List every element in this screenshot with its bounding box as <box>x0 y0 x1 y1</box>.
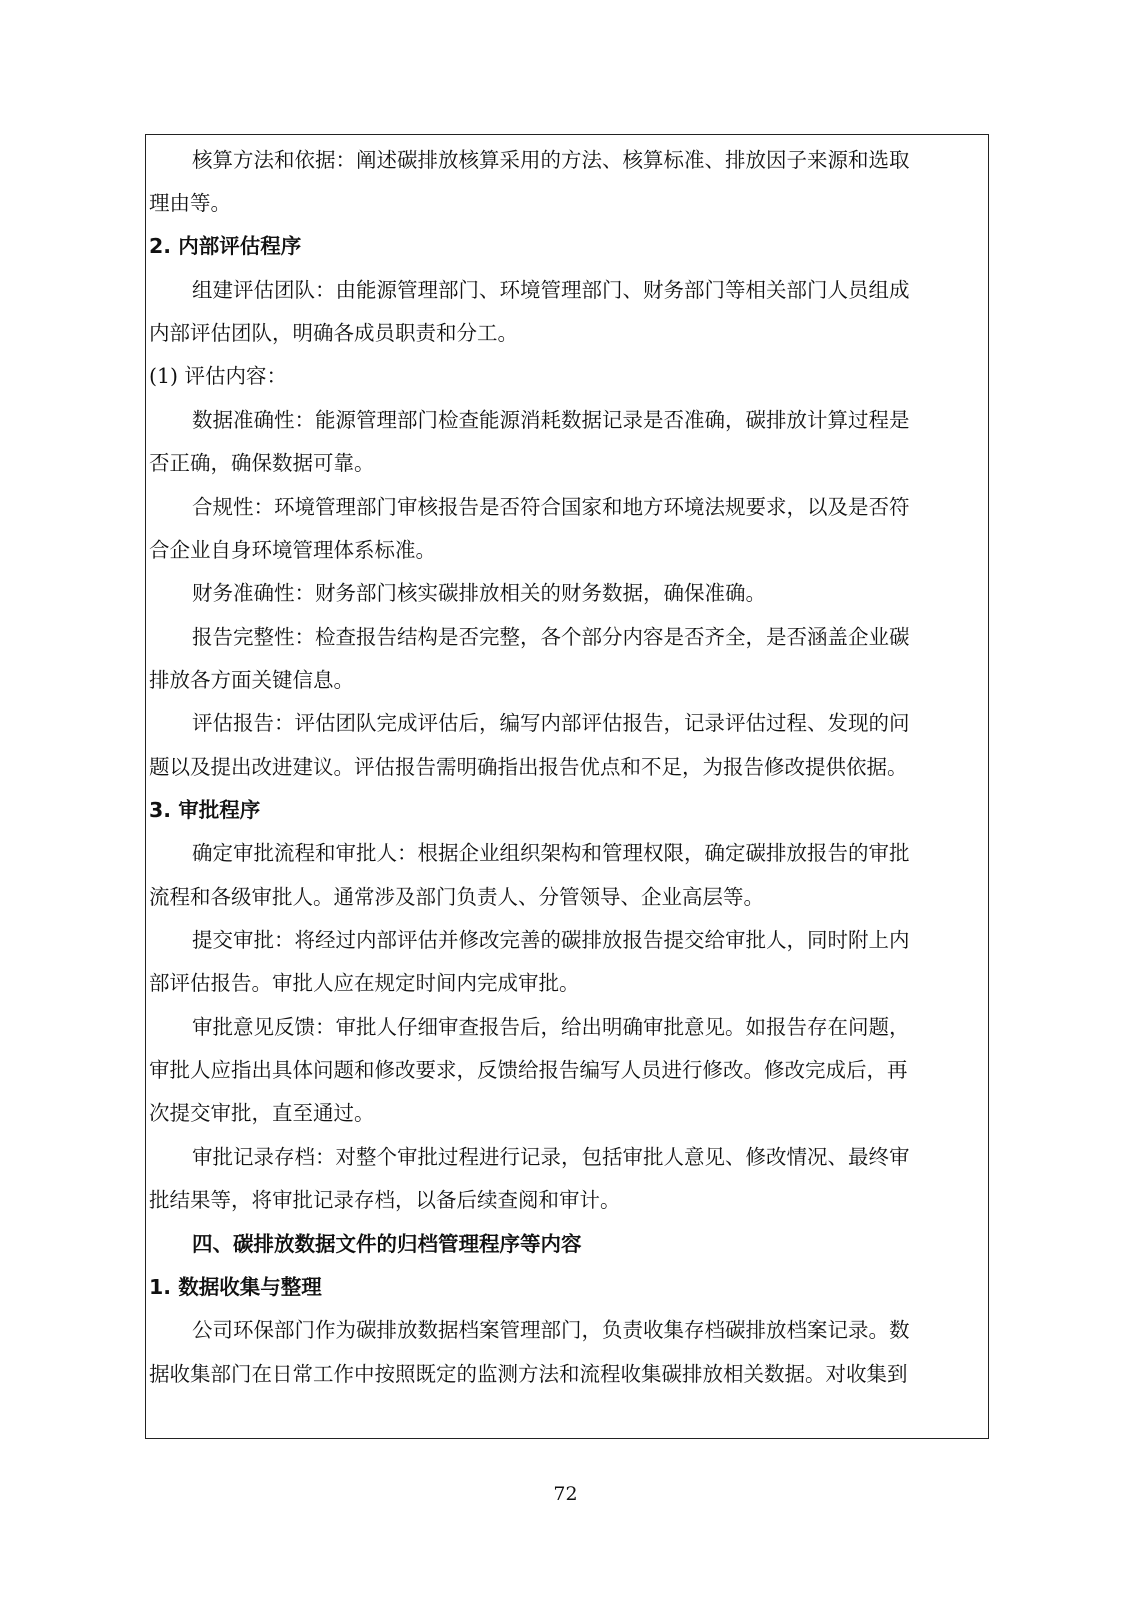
paragraph-line: 内部评估团队，明确各成员职责和分工。 <box>149 321 518 345</box>
paragraph-line: 报告完整性：检查报告结构是否完整，各个部分内容是否齐全，是否涵盖企业碳 <box>192 625 910 649</box>
paragraph-line: 合企业自身环境管理体系标准。 <box>149 538 436 562</box>
page-number: 72 <box>553 1483 578 1505</box>
paragraph-line: 流程和各级审批人。通常涉及部门负责人、分管领导、企业高层等。 <box>149 885 764 909</box>
paragraph-line: 审批意见反馈：审批人仔细审查报告后，给出明确审批意见。如报告存在问题， <box>192 1015 910 1039</box>
paragraph-line: 评估报告：评估团队完成评估后，编写内部评估报告，记录评估过程、发现的问 <box>192 711 910 735</box>
paragraph-line: 确定审批流程和审批人：根据企业组织架构和管理权限，确定碳排放报告的审批 <box>192 841 910 865</box>
paragraph-line: 否正确，确保数据可靠。 <box>149 451 375 475</box>
section-heading: 2. 内部评估程序 <box>149 234 302 258</box>
paragraph-line: 审批人应指出具体问题和修改要求，反馈给报告编写人员进行修改。修改完成后，再 <box>149 1058 908 1082</box>
section-heading: 3. 审批程序 <box>149 798 261 822</box>
paragraph-line: 理由等。 <box>149 191 231 215</box>
section-heading: 1. 数据收集与整理 <box>149 1275 322 1299</box>
paragraph-line: 部评估报告。审批人应在规定时间内完成审批。 <box>149 971 580 995</box>
chapter-heading: 四、碳排放数据文件的归档管理程序等内容 <box>192 1232 582 1256</box>
paragraph-line: 排放各方面关键信息。 <box>149 668 354 692</box>
paragraph-line: 公司环保部门作为碳排放数据档案管理部门，负责收集存档碳排放档案记录。数 <box>192 1318 910 1342</box>
paragraph-line: 财务准确性：财务部门核实碳排放相关的财务数据，确保准确。 <box>192 581 766 605</box>
paragraph-line: 次提交审批，直至通过。 <box>149 1101 375 1125</box>
paragraph-line: 合规性：环境管理部门审核报告是否符合国家和地方环境法规要求，以及是否符 <box>192 495 910 519</box>
paragraph-line: 组建评估团队：由能源管理部门、环境管理部门、财务部门等相关部门人员组成 <box>192 278 910 302</box>
paragraph-line: 提交审批：将经过内部评估并修改完善的碳排放报告提交给审批人，同时附上内 <box>192 928 910 952</box>
content-frame <box>145 134 989 1439</box>
paragraph-line: 题以及提出改进建议。评估报告需明确指出报告优点和不足，为报告修改提供依据。 <box>149 755 908 779</box>
paragraph-line: 核算方法和依据：阐述碳排放核算采用的方法、核算标准、排放因子来源和选取 <box>192 148 910 172</box>
paragraph-line: 数据准确性：能源管理部门检查能源消耗数据记录是否准确，碳排放计算过程是 <box>192 408 910 432</box>
subsection-heading: (1) 评估内容： <box>149 364 288 388</box>
paragraph-line: 批结果等，将审批记录存档，以备后续查阅和审计。 <box>149 1188 621 1212</box>
paragraph-line: 据收集部门在日常工作中按照既定的监测方法和流程收集碳排放相关数据。对收集到 <box>149 1362 908 1386</box>
paragraph-line: 审批记录存档：对整个审批过程进行记录，包括审批人意见、修改情况、最终审 <box>192 1145 910 1169</box>
